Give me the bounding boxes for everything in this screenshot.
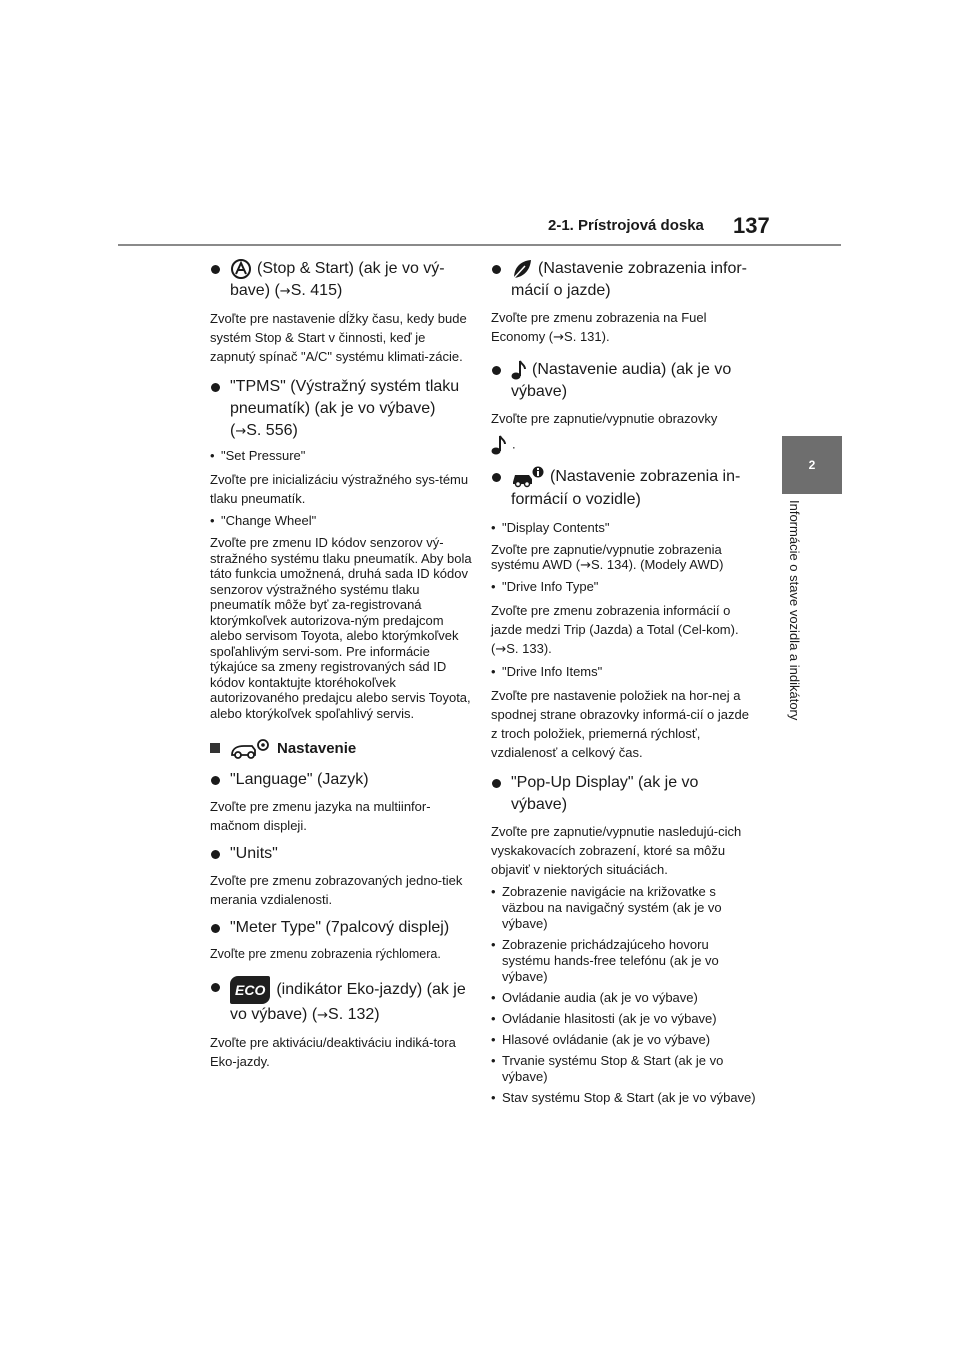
leaf-icon <box>511 258 533 280</box>
audio-item <box>491 359 757 403</box>
desc-text: Zvoľte pre zmenu zobrazenia informácií o jazde medzi Trip (Jazda) a Total (Cel-kom). ( <box>491 602 739 656</box>
music-note-icon <box>511 359 527 381</box>
list-item-text: Hlasové ovládanie (ak je vo výbave) <box>502 1031 711 1047</box>
audio-title: (Nastavenie audia) (ak je vo výbave) <box>511 361 732 401</box>
arrow-icon: → <box>580 558 591 574</box>
settings-heading-label: Nastavenie <box>277 740 357 758</box>
list-item-text: Ovládanie hlasitosti (ak je vo výbave) <box>502 1010 717 1026</box>
sub-bullet: • <box>491 883 496 899</box>
driving-info-description <box>491 308 757 347</box>
list-item-text: Zobrazenie prichádzajúceho hovoru systému hands-free telefónu (ak je vo výbave) <box>502 936 719 984</box>
bullet-dot <box>211 776 220 785</box>
popup-list-item <box>491 1090 757 1106</box>
popup-list-item <box>491 884 757 932</box>
meter-type-title: "Meter Type" (7palcový displej) <box>230 919 450 937</box>
sub-bullet: • <box>491 1010 496 1026</box>
meter-type-item <box>210 917 472 939</box>
list-item-text: Stav systému Stop & Start (ak je vo výbave) <box>502 1089 756 1105</box>
desc-text: Zvoľte pre zapnutie/vypnutie zobrazenia systému AWD ( <box>491 541 722 573</box>
sub-bullet: • <box>491 989 496 1005</box>
bullet-dot <box>492 779 501 788</box>
list-item-text: Trvanie systému Stop & Start (ak je vo výbave) <box>502 1052 724 1084</box>
desc-text: Zvoľte pre zmenu zobrazenia na Fuel Economy ( <box>491 310 707 345</box>
sub-label: "Drive Info Type" <box>502 578 599 594</box>
settings-heading <box>210 737 472 761</box>
sub-bullet: • <box>210 513 215 529</box>
vehicle-sub-drive-info-items <box>491 664 757 680</box>
sub-label: "Set Pressure" <box>221 448 306 464</box>
settings-car-icon <box>228 737 272 761</box>
meter-type-description: Zvoľte pre zmenu zobrazenia rýchlomera. <box>210 947 441 962</box>
sub-bullet: • <box>491 936 496 952</box>
section-title: 2-1. Prístrojová doska <box>548 217 704 234</box>
desc-end: . <box>512 436 516 452</box>
page-header <box>0 0 960 250</box>
sub-bullet: • <box>491 1089 496 1105</box>
audio-description: Zvoľte pre zapnutie/vypnutie obrazovky <box>491 411 718 427</box>
arrow-icon: → <box>235 424 247 440</box>
music-note-icon <box>491 434 507 456</box>
bullet-dot <box>211 383 220 392</box>
sub-label: "Display Contents" <box>502 519 610 535</box>
vehicle-info-icon <box>511 466 545 488</box>
arrow-icon: → <box>279 284 291 300</box>
desc-text-2: S. 133). <box>506 640 552 656</box>
eco-description: Zvoľte pre aktiváciu/deaktiváciu indiká-tora Eko-jazdy. <box>210 1035 456 1070</box>
units-item <box>210 843 472 865</box>
sub-bullet: • <box>491 1052 496 1068</box>
tpms-title-2: pneumatík) (ak je vo výbave) <box>230 400 436 418</box>
page-reference: S. 415) <box>290 282 343 300</box>
vehicle-info-item <box>491 466 757 510</box>
language-item <box>210 769 472 791</box>
sub-label: "Drive Info Items" <box>502 663 603 679</box>
popup-list-item <box>491 1011 757 1027</box>
eco-title-2: vo výbave) ( <box>230 1006 318 1024</box>
vehicle-info-title: (Nastavenie zobrazenia in-formácií o vozidle) <box>511 468 741 508</box>
stop-start-description: Zvoľte pre nastavenie dĺžky času, kedy bude systém Stop & Start v činnosti, keď je zapnutý spínač "A/C" systému klimati-zácie. <box>210 311 467 365</box>
sub-bullet: • <box>491 578 496 594</box>
language-description: Zvoľte pre zmenu jazyka na multiinfor-mačnom displeji. <box>210 799 431 834</box>
eco-title: (indikátor Eko-jazdy) (ak je <box>276 981 466 999</box>
vehicle-desc-drive-info-type <box>491 601 757 659</box>
vehicle-sub-display-contents <box>491 520 757 536</box>
popup-list-item <box>491 1032 757 1048</box>
bullet-dot <box>492 366 501 375</box>
popup-list-item <box>491 937 757 985</box>
vehicle-sub-drive-info-type <box>491 579 757 595</box>
desc-text-2: S. 131). <box>564 329 610 345</box>
language-title: "Language" (Jazyk) <box>230 771 369 789</box>
sub-bullet: • <box>491 519 496 535</box>
popup-list-item <box>491 990 757 1006</box>
header-rule <box>118 244 841 246</box>
tpms-item <box>210 376 472 443</box>
list-item-text: Ovládanie audia (ak je vo výbave) <box>502 989 698 1005</box>
sub-bullet: • <box>491 1031 496 1047</box>
popup-item <box>491 772 757 816</box>
vehicle-desc-drive-info-items: Zvoľte pre nastavenie položiek na hor-nej a spodnej strane obrazovky informá-cií o jazde z troch položiek, priemerná rýchlosť, vzdialenosť a celkový čas. <box>491 687 749 760</box>
sub-bullet: • <box>210 448 215 464</box>
arrow-icon: → <box>495 641 507 657</box>
tpms-sub-set-pressure <box>210 448 472 464</box>
bullet-dot <box>492 265 501 274</box>
eco-badge-icon: ECO <box>230 976 270 1004</box>
page-reference: S. 556) <box>246 422 298 440</box>
chapter-tab-label: Informácie o stave vozidla a indikátory <box>787 500 802 721</box>
sub-label: "Change Wheel" <box>221 513 317 529</box>
tpms-sub-change-wheel <box>210 513 472 529</box>
arrow-icon: → <box>553 330 565 346</box>
tpms-title-3: ( <box>230 422 236 440</box>
tpms-desc-set-pressure: Zvoľte pre inicializáciu výstražného sys-tému tlaku pneumatík. <box>210 472 469 507</box>
bullet-dot <box>211 983 220 992</box>
bullet-dot <box>211 850 220 859</box>
arrow-icon: → <box>317 1008 329 1024</box>
page-reference: S. 132) <box>328 1006 380 1024</box>
stop-start-icon <box>230 258 252 280</box>
driving-info-item <box>491 258 757 302</box>
driving-info-title: (Nastavenie zobrazenia infor-mácií o jazde) <box>511 260 747 300</box>
stop-start-title-2: bave) ( <box>230 282 280 300</box>
tpms-desc-change-wheel: Zvoľte pre zmenu ID kódov senzorov vý-stražného systému tlaku pneumatík. Aby bola táto funkcia umožnená, druhá sada ID kódov senzorov výstražného systému tlaku pneumatík môže byť za-registrovaná ktorýmkoľvek autorizova-ným predajcom alebo servisom Toyota, alebo ktorýmkoľvek spoľahlivým servi-som. Pre informácie týkajúce sa zmeny registrovaných sád ID kódov kontaktujte ktoréhokoľvek autorizovaného predajcu alebo servis Toyota, alebo ktorýkoľvek spoľahlivý servis. <box>210 535 472 721</box>
bullet-dot <box>492 473 501 482</box>
bullet-dot <box>211 265 220 274</box>
audio-description-icon-line <box>491 434 757 456</box>
eco-item <box>210 976 472 1027</box>
tpms-title: "TPMS" (Výstražný systém tlaku <box>230 378 460 396</box>
popup-list-item <box>491 1053 757 1085</box>
heading-square <box>210 743 220 753</box>
left-column <box>210 256 472 1071</box>
list-item-text: Zobrazenie navigácie na križovatke s väzbou na navigačný systém (ak je vo výbave) <box>502 883 722 931</box>
units-title: "Units" <box>230 845 278 863</box>
sub-bullet: • <box>491 663 496 679</box>
stop-start-title: (Stop & Start) (ak je vo vý- <box>257 260 445 278</box>
chapter-tab-number: 2 <box>782 436 842 494</box>
desc-text-2: S. 134). (Modely AWD) <box>591 557 724 573</box>
page-number: 137 <box>733 213 770 238</box>
popup-description: Zvoľte pre zapnutie/vypnutie nasledujú-cich vyskakovacích zobrazení, ktoré sa môžu objaviť v niektorých situáciách. <box>491 823 742 877</box>
stop-start-item <box>210 258 472 303</box>
right-column <box>491 256 757 1106</box>
bullet-dot <box>211 924 220 933</box>
chapter-tab <box>784 500 808 775</box>
vehicle-desc-display-contents <box>491 542 757 574</box>
units-description: Zvoľte pre zmenu zobrazovaných jedno-tiek merania vzdialenosti. <box>210 873 463 908</box>
popup-title: "Pop-Up Display" (ak je vo výbave) <box>511 773 699 813</box>
